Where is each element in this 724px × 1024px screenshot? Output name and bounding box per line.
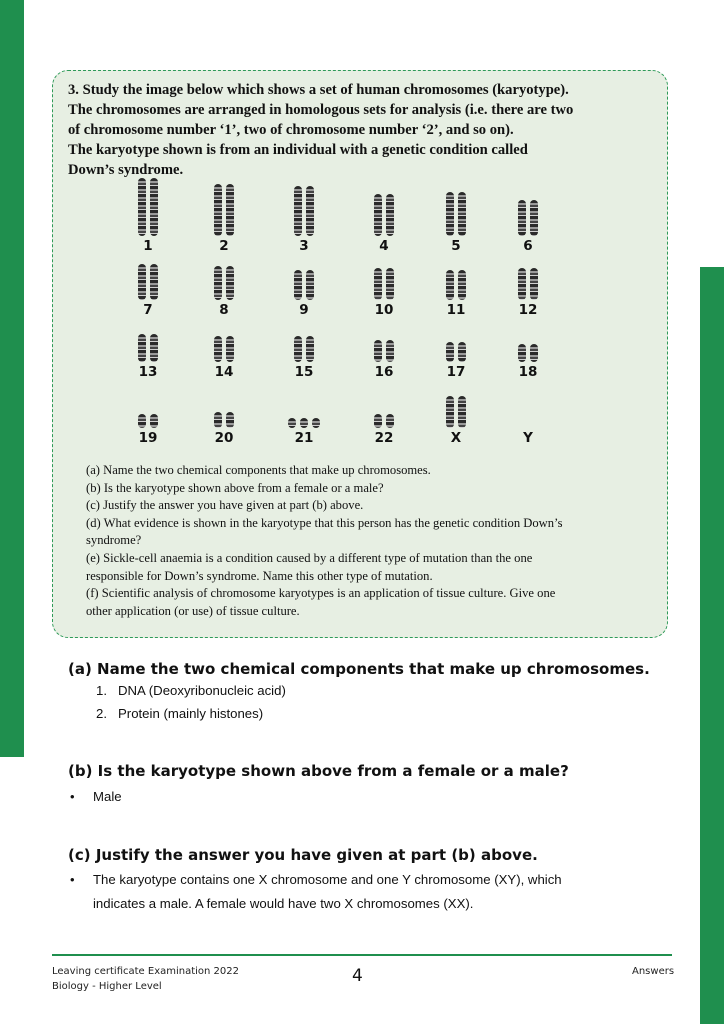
answer-a-heading: (a) Name the two chemical components that make up chromosomes.: [68, 660, 650, 678]
chromosome-pair-shape: [416, 342, 496, 362]
karyotype-label: 20: [214, 430, 234, 446]
karyotype-label: 18: [518, 364, 538, 380]
chromosome-shape: [446, 396, 454, 428]
subquestion-line: syndrome?: [86, 533, 142, 548]
answer-c-line: The karyotype contains one X chromosome and one Y chromosome (XY), which: [93, 872, 562, 887]
chromosome-shape: [214, 412, 222, 428]
karyotype-label: 15: [294, 364, 314, 380]
chromosome-shape: [138, 414, 146, 428]
chromosome-pair-shape: [264, 186, 344, 236]
chromosome-pair-shape: [108, 334, 188, 362]
chromosome-shape: [214, 266, 222, 300]
page-number: 4: [352, 966, 363, 986]
chromosome-pair-shape: [344, 194, 424, 236]
chromosome-pair-shape: [184, 336, 264, 362]
intro-line: 3. Study the image below which shows a set of human chromosomes (karyotype).: [68, 82, 569, 98]
karyotype-label: 17: [446, 364, 466, 380]
subquestion-line: (a) Name the two chemical components that make up chromosomes.: [86, 463, 431, 477]
chromosome-shape: [294, 270, 302, 300]
subquestion-line: (f) Scientific analysis of chromosome karyotypes is an application of tissue culture. Give one: [86, 586, 556, 601]
list-item-text: Protein (mainly histones): [118, 706, 264, 721]
footer-section: Answers: [632, 966, 675, 977]
chromosome-shape: [518, 200, 526, 236]
chromosome-shape: [306, 336, 314, 362]
karyotype-label: 3: [299, 238, 309, 254]
subquestion-line: (e) Sickle-cell anaemia is a condition caused by a different type of mutation than the one: [86, 550, 533, 565]
chromosome-shape: [518, 344, 526, 362]
chromosome-shape: [150, 178, 158, 236]
footer-exam-title: Leaving certificate Examination 2022: [52, 966, 240, 977]
karyotype-label: 8: [219, 302, 229, 318]
chromosome-shape: [150, 334, 158, 362]
chromosome-shape: [530, 200, 538, 236]
karyotype-label: 6: [523, 238, 533, 254]
chromosome-shape: [386, 414, 394, 428]
chromosome-shape: [138, 334, 146, 362]
intro-line: of chromosome number ‘1’, two of chromosome number ‘2’, and so on).: [68, 122, 514, 138]
karyotype-label: 12: [518, 302, 538, 318]
intro-line: Down’s syndrome.: [68, 162, 184, 178]
left-accent-bar: [0, 0, 24, 757]
subquestion-line: (c) Justify the answer you have given at part (b) above.: [86, 498, 364, 513]
chromosome-pair-shape: [344, 414, 424, 428]
chromosome-pair-shape: [184, 412, 264, 428]
chromosome-pair-shape: [108, 178, 188, 236]
chromosome-shape: [300, 418, 308, 428]
answer-c-heading: (c) Justify the answer you have given at part (b) above.: [68, 846, 538, 864]
karyotype-label: 13: [138, 364, 158, 380]
subquestion-line: responsible for Down’s syndrome. Name this other type of mutation.: [86, 568, 433, 583]
chromosome-pair-shape: [184, 266, 264, 300]
chromosome-shape: [294, 186, 302, 236]
karyotype-label: 5: [451, 238, 461, 254]
chromosome-shape: [458, 396, 466, 428]
karyotype-label: Y: [523, 430, 533, 446]
karyotype-label: 19: [138, 430, 158, 446]
chromosome-shape: [306, 270, 314, 300]
chromosome-shape: [374, 194, 382, 236]
list-item-text: DNA (Deoxyribonucleic acid): [118, 683, 286, 698]
chromosome-shape: [150, 414, 158, 428]
chromosome-shape: [226, 412, 234, 428]
chromosome-shape: [458, 342, 466, 362]
chromosome-shape: [150, 264, 158, 300]
karyotype-label: 4: [379, 238, 389, 254]
chromosome-pair-shape: [488, 268, 568, 300]
chromosome-shape: [374, 414, 382, 428]
karyotype-label: 9: [299, 302, 309, 318]
karyotype-label: 10: [374, 302, 394, 318]
question-intro: [68, 80, 664, 180]
subquestion-line: (b) Is the karyotype shown above from a female or a male?: [86, 480, 384, 495]
chromosome-shape: [386, 268, 394, 300]
chromosome-shape: [214, 184, 222, 236]
chromosome-shape: [518, 268, 526, 300]
chromosome-shape: [138, 264, 146, 300]
chromosome-pair-shape: [416, 192, 496, 236]
chromosome-shape: [294, 336, 302, 362]
chromosome-pair-shape: [416, 270, 496, 300]
chromosome-pair-shape: [108, 264, 188, 300]
chromosome-pair-shape: [488, 344, 568, 362]
karyotype-label: 16: [374, 364, 394, 380]
karyotype-label: 2: [219, 238, 229, 254]
chromosome-pair-shape: [264, 418, 344, 428]
chromosome-shape: [288, 418, 296, 428]
subquestion-line: other application (or use) of tissue culture.: [86, 603, 300, 618]
subquestion-list: [86, 462, 652, 620]
footer-subject: Biology - Higher Level: [52, 981, 162, 992]
bullet-icon: •: [70, 872, 75, 887]
chromosome-shape: [458, 192, 466, 236]
answer-a-item-1: [96, 683, 286, 698]
bullet-icon: •: [70, 789, 75, 804]
chromosome-shape: [386, 194, 394, 236]
chromosome-shape: [530, 268, 538, 300]
answer-b-heading: (b) Is the karyotype shown above from a female or a male?: [68, 762, 569, 780]
chromosome-shape: [530, 344, 538, 362]
chromosome-pair-shape: [108, 414, 188, 428]
karyotype-label: 7: [143, 302, 153, 318]
chromosome-shape: [226, 266, 234, 300]
chromosome-pair-shape: [264, 270, 344, 300]
chromosome-shape: [446, 342, 454, 362]
chromosome-shape: [306, 186, 314, 236]
chromosome-shape: [312, 418, 320, 428]
subquestion-line: (d) What evidence is shown in the karyotype that this person has the genetic condition Down’s: [86, 515, 563, 530]
karyotype-label: 22: [374, 430, 394, 446]
karyotype-label: 1: [143, 238, 153, 254]
chromosome-pair-shape: [488, 200, 568, 236]
chromosome-shape: [374, 340, 382, 362]
chromosome-shape: [226, 336, 234, 362]
karyotype-label: X: [450, 430, 462, 446]
chromosome-shape: [458, 270, 466, 300]
intro-line: The karyotype shown is from an individual with a genetic condition called: [68, 142, 528, 158]
chromosome-pair-shape: [264, 336, 344, 362]
answer-c-line: indicates a male. A female would have two X chromosomes (XX).: [93, 896, 474, 911]
list-number: 1.: [96, 683, 107, 698]
footer-divider: [52, 954, 672, 956]
chromosome-shape: [446, 270, 454, 300]
chromosome-shape: [374, 268, 382, 300]
chromosome-shape: [138, 178, 146, 236]
answer-b-item: Male: [93, 789, 122, 804]
chromosome-pair-shape: [344, 268, 424, 300]
answer-a-item-2: [96, 706, 263, 721]
karyotype-label: 21: [294, 430, 314, 446]
right-accent-bar: [700, 267, 724, 1024]
chromosome-pair-shape: [344, 340, 424, 362]
chromosome-shape: [386, 340, 394, 362]
chromosome-shape: [226, 184, 234, 236]
chromosome-pair-shape: [416, 396, 496, 428]
chromosome-shape: [446, 192, 454, 236]
karyotype-label: 11: [446, 302, 466, 318]
chromosome-shape: [214, 336, 222, 362]
intro-line: The chromosomes are arranged in homologous sets for analysis (i.e. there are two: [68, 102, 574, 118]
karyotype-image: [100, 180, 600, 455]
karyotype-label: 14: [214, 364, 234, 380]
list-number: 2.: [96, 706, 107, 721]
chromosome-pair-shape: [184, 184, 264, 236]
